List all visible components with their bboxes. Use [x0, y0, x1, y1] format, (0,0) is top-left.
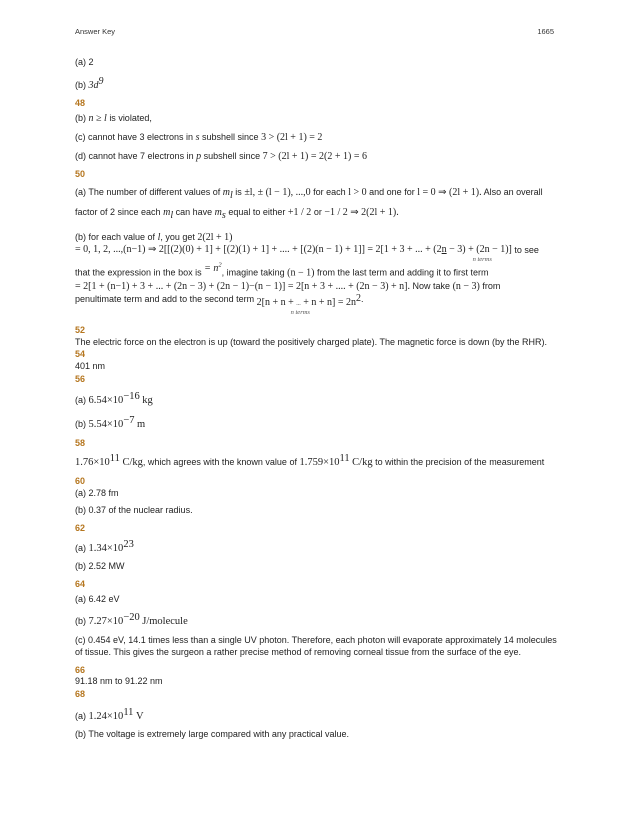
problem-number-58: 58: [75, 437, 86, 448]
answer-64c: (c) 0.454 eV, 14.1 times less than a single UV photon. Therefore, each photon will evaporate approximately 14 molecules of tissue. This gives the surgeon a rather precise method of removing corneal tissue from the surface of the eye.: [75, 635, 557, 657]
problem-number-50: 50: [75, 169, 86, 180]
answer-48b: (b) n ≥ l is violated,: [75, 113, 152, 125]
answer-60a: (a) 2.78 fm: [75, 487, 119, 498]
answer-56b: (b) $5.54\times 10^{-7}$ m: [75, 415, 146, 431]
answer-66: 91.18 nm to 91.22 nm: [75, 676, 163, 687]
answer-54: 401 nm: [75, 361, 106, 372]
problem-number-64: 64: [75, 579, 86, 590]
answer-52: The electric force on the electron is up (toward the positively charged plate). The magnetic force is down (by the RHR).: [75, 336, 548, 347]
problem-number-62: 62: [75, 523, 86, 534]
answer-content: [75, 57, 557, 747]
problem-number-66: 66: [75, 664, 86, 675]
answer-58: $1.76\times 10^{11}$ C/kg, which agrees with the known value of $1.759\times 10^{11}$ C/kg to within the precision of the measurement: [75, 453, 545, 469]
answer-46b: (b) $3d^9$: [75, 75, 104, 91]
answer-50b: (b) for each value of l, you get 2(2l + 1): [75, 231, 233, 243]
answer-64a: (a) 6.42 eV: [75, 593, 120, 604]
answer-60b: (b) 0.37 of the nuclear radius.: [75, 505, 193, 516]
problem-number-56: 56: [75, 373, 86, 384]
answer-48c: (c) cannot have 3 electrons in s subshell since 3 > (2l + 1) = 2: [75, 132, 323, 144]
problem-number-60: 60: [75, 476, 86, 487]
answer-62a: (a) $1.34\times 10^{23}$: [75, 538, 134, 554]
running-header: Answer Key: [75, 27, 116, 36]
answer-68b: (b) The voltage is extremely large compared with any practical value.: [75, 729, 349, 740]
answer-46a: (a) 2: [75, 57, 94, 67]
problem-number-52: 52: [75, 324, 86, 335]
answer-50c-equation: = 2[1 + (n−1) + 3 + ... + (2n − 3) + (2n − 1)−(n − 1)] = 2[n + 3 + .... + (2n − 3) + n]. Now take (n − 3) from: [75, 281, 501, 293]
answer-64b: (b) $7.27\times 10^{-20}$ J/molecule: [75, 612, 188, 628]
problem-number-48: 48: [75, 97, 86, 108]
answer-50c: that the expression in the box is = $n^2$, imagine taking (n − 1) from the last term and adding it to first term: [75, 262, 489, 279]
answer-50a: (a) The number of different values of $m_l$ is ±l, ± (l − 1), ...,0 for each l > 0 and one for l = 0 ⇒ (2l + 1). Also an overall factor of 2 since each $m_l$ can have $m_s$ equal to either +1 / 2 or −1 / 2 ⇒ 2(2l + 1).: [75, 187, 543, 222]
answer-50d: penultimate term and add to the second term 2[n + n + ... + $n + n] = 2n^2$ n terms .: [75, 293, 364, 317]
answer-68a: (a) $1.24\times 10^{11}$ V: [75, 706, 144, 722]
answer-62b: (b) 2.52 MW: [75, 561, 125, 572]
problem-number-68: 68: [75, 688, 86, 699]
problem-number-54: 54: [75, 349, 86, 360]
answer-56a: (a) $6.54\times 10^{-16}$ kg: [75, 391, 153, 407]
page-number: 1665: [537, 27, 554, 36]
answer-50b-equation: = 0, 1, 2, ...,(n−1) ⇒ 2[[(2)(0) + 1] + [(2)(1) + 1] + .... + [(2)(n − 1) + 1]] = 2[1 + 3 + ... + (2n − 3) + (2n − 1)] n terms to see: [75, 243, 539, 263]
answer-48d: (d) cannot have 7 electrons in p subshell since 7 > (2l + 1) = 2(2 + 1) = 6: [75, 151, 367, 163]
